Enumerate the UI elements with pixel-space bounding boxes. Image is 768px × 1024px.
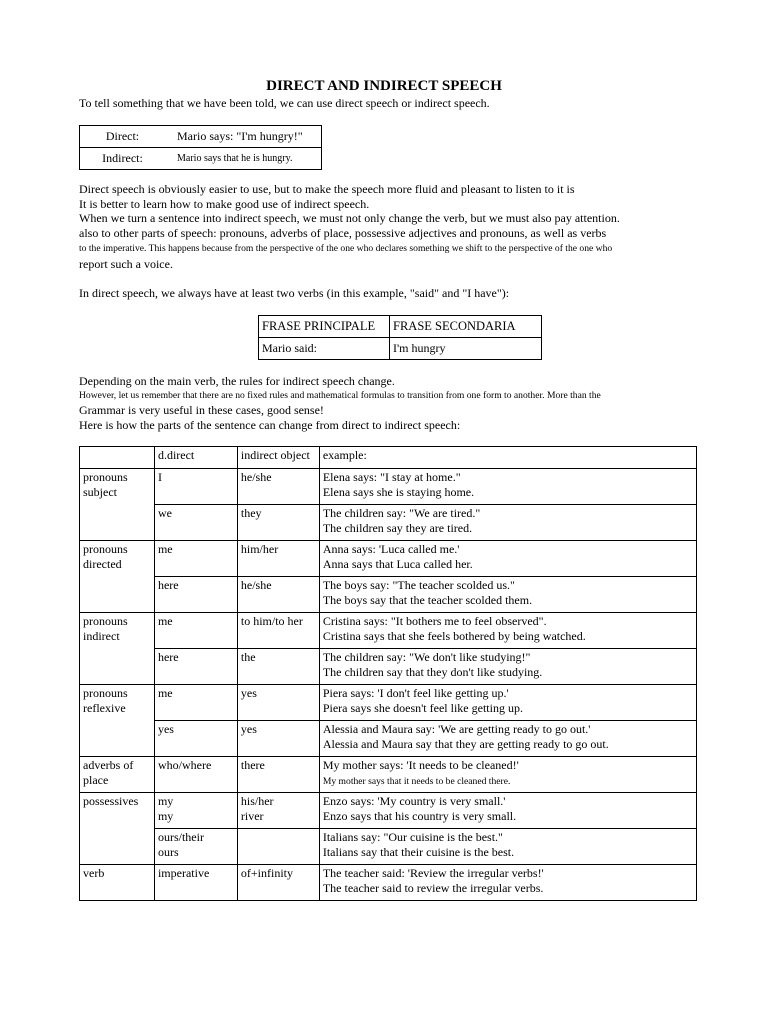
paragraph-line: It is better to learn how to make good use of indirect speech. (79, 197, 370, 211)
direct-cell: here (154, 577, 237, 613)
table-row (80, 721, 697, 757)
indirect-cell: the (237, 649, 319, 685)
direct-label: Direct: (80, 126, 166, 148)
indirect-cell: he/she (237, 577, 319, 613)
table-row (80, 865, 697, 901)
table-row (80, 685, 697, 721)
direct-cell: me (154, 541, 237, 577)
category-cell: verb (80, 865, 155, 901)
category-cell: possessives (80, 793, 155, 865)
paragraph-line: However, let us remember that there are no fixed rules and mathematical formulas to transition from one form to another. More than the (79, 390, 601, 401)
table-row (80, 793, 697, 829)
table-row (80, 505, 697, 541)
table-row (80, 577, 697, 613)
indirect-cell: there (237, 757, 319, 793)
indirect-cell: to him/to her (237, 613, 319, 649)
indirect-cell: of+infinity (237, 865, 319, 901)
direct-cell: my my (154, 793, 237, 829)
indirect-cell: his/her river (237, 793, 319, 829)
direct-cell: I (154, 469, 237, 505)
example-cell: The boys say: "The teacher scolded us." The boys say that the teacher scolded them. (319, 577, 696, 613)
example-cell: Anna says: 'Luca called me.' Anna says that Luca called her. (319, 541, 696, 577)
category-cell: pronouns indirect (80, 613, 155, 685)
direct-indirect-example-table (79, 125, 322, 170)
frase-principale-header: FRASE PRINCIPALE (259, 316, 390, 338)
direct-cell: we (154, 505, 237, 541)
direct-cell: me (154, 613, 237, 649)
header-indirect: indirect object (237, 447, 319, 469)
indirect-cell: he/she (237, 469, 319, 505)
category-cell: adverbs of place (80, 757, 155, 793)
paragraph-line: Grammar is very useful in these cases, good sense! (79, 403, 324, 417)
direct-cell: who/where (154, 757, 237, 793)
verbs-line: In direct speech, we always have at least two verbs (in this example, "said" and "I have"): (79, 286, 510, 300)
example-cell: The children say: "We are tired." The children say they are tired. (319, 505, 696, 541)
example-cell: My mother says: 'It needs to be cleaned!' My mother says that it needs to be cleaned there. (319, 757, 696, 793)
example-cell: The teacher said: 'Review the irregular verbs!' The teacher said to review the irregular verbs. (319, 865, 696, 901)
paragraph-line: Depending on the main verb, the rules for indirect speech change. (79, 374, 395, 388)
example-cell: Enzo says: 'My country is very small.' Enzo says that his country is very small. (319, 793, 696, 829)
frase-principale-cell: Mario said: (259, 338, 390, 360)
example-cell: Alessia and Maura say: 'We are getting ready to go out.' Alessia and Maura say that they are getting ready to go out. (319, 721, 696, 757)
direct-cell: here (154, 649, 237, 685)
intro-text: To tell something that we have been told, we can use direct speech or indirect speech. (79, 96, 490, 110)
frase-secondaria-cell: I'm hungry (390, 338, 542, 360)
paragraph-line: When we turn a sentence into indirect speech, we must not only change the verb, but we must also pay attention. (79, 211, 620, 225)
table-row (80, 757, 697, 793)
paragraph-line: also to other parts of speech: pronouns, adverbs of place, possessive adjectives and pronouns, as well as verbs (79, 226, 607, 240)
paragraph-line: Here is how the parts of the sentence can change from direct to indirect speech: (79, 418, 461, 432)
example-cell: Piera says: 'I don't feel like getting up.' Piera says she doesn't feel like getting up. (319, 685, 696, 721)
header-cell-empty (80, 447, 155, 469)
indirect-cell (237, 829, 319, 865)
indirect-cell: yes (237, 721, 319, 757)
page-title: DIRECT AND INDIRECT SPEECH (266, 78, 502, 94)
indirect-cell: yes (237, 685, 319, 721)
category-cell: pronouns subject (80, 469, 155, 541)
paragraph-line: Direct speech is obviously easier to use, but to make the speech more fluid and pleasant to listen to it is (79, 182, 575, 196)
direct-cell: ours/their ours (154, 829, 237, 865)
example-cell: Italians say: "Our cuisine is the best." Italians say that their cuisine is the best. (319, 829, 696, 865)
frase-table (258, 315, 542, 360)
speech-conversion-table (79, 446, 697, 901)
example-cell: The children say: "We don't like studying!" The children say that they don't like studying. (319, 649, 696, 685)
example-cell: Cristina says: "It bothers me to feel observed". Cristina says that she feels bothered by being watched. (319, 613, 696, 649)
direct-example: Mario says: "I'm hungry!" (165, 126, 322, 148)
indirect-label: Indirect: (80, 148, 166, 170)
frase-secondaria-header: FRASE SECONDARIA (390, 316, 542, 338)
direct-cell: me (154, 685, 237, 721)
indirect-cell: him/her (237, 541, 319, 577)
indirect-example: Mario says that he is hungry. (165, 148, 322, 170)
paragraph-line: report such a voice. (79, 257, 173, 271)
table-row (80, 469, 697, 505)
table-row (80, 613, 697, 649)
category-cell: pronouns reflexive (80, 685, 155, 757)
paragraph-line: to the imperative. This happens because from the perspective of the one who declares something we shift to the perspective of the one who (79, 243, 613, 254)
table-row (80, 829, 697, 865)
table-row (80, 649, 697, 685)
category-cell: pronouns directed (80, 541, 155, 613)
indirect-cell: they (237, 505, 319, 541)
table-row (80, 541, 697, 577)
direct-cell: yes (154, 721, 237, 757)
header-example: example: (319, 447, 696, 469)
header-direct: d.direct (154, 447, 237, 469)
example-cell: Elena says: "I stay at home." Elena says she is staying home. (319, 469, 696, 505)
direct-cell: imperative (154, 865, 237, 901)
